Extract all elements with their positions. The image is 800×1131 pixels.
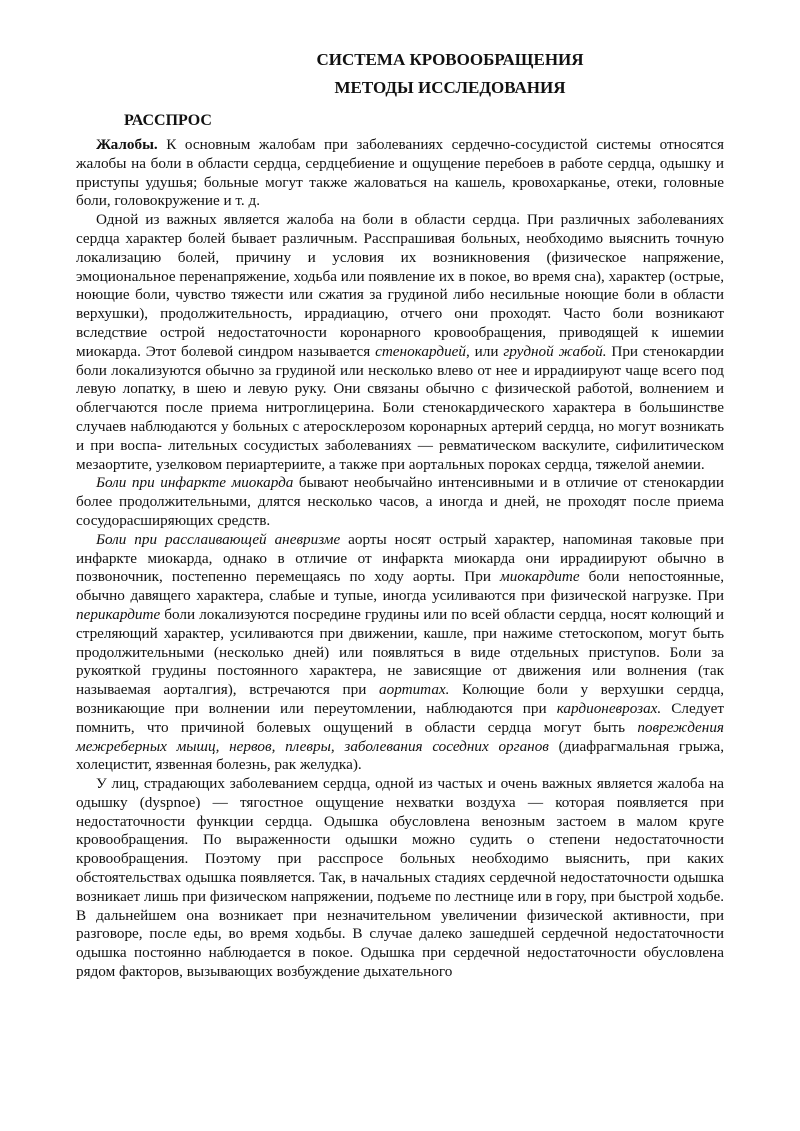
italic-term: стенокардией bbox=[375, 342, 466, 360]
italic-term: аортитах. bbox=[379, 681, 450, 699]
text-run: Следует помнить, что причиной болевых ощущений в области сердца могут быть bbox=[76, 699, 725, 736]
bold-term: Жалобы. bbox=[96, 136, 158, 153]
text-run: Одной из важных является жалоба на боли в области сердца. При различных заболеваниях сердца характер болей бывает различным. Расспрашивая больных, необходимо выяснить точную локализацию болей, причину и условия их возникновения (физическое напряжение, эмоциональное перенапряжение, ходьба или появление их в покое, во время сна), характер (острые, ноющие боли, чувство тяжести или сжатия за грудиной либо несильные ноющие боли в области верхушки), продолжительность, иррадиацию, отчего они проходят. Часто боли возникают вследствие острой недостаточности коронарного кровообращения, приводящей к ишемии миокарда. Этот болевой синдром называется bbox=[76, 211, 724, 360]
page-subtitle: МЕТОДЫ ИССЛЕДОВАНИЯ bbox=[334, 78, 566, 97]
text-run: , или bbox=[466, 342, 504, 360]
text-run: боли локализуются посредине грудины или по всей области сердца, носят колющий и стреляющий характер, усиливаются при движении, кашле, при нажиме стетоскопом, могут быть продолжительными (несколько дней) или появляться в виде отдельных приступов. Боли за рукояткой грудины постоянного характера, не зависящие от движения или волнения (так называемая аорталгия), встречаются при bbox=[76, 605, 724, 699]
text-run: У лиц, страдающих заболеванием сердца, одной из частых и очень важных является жалоба на одышку (dyspnoe) — тягостное ощущение нехватки воздуха — которая появляется при недостаточности функции сердца. Одышка обусловлена венозным застоем в малом круге кровообращения. По выраженности одышки можно судить о степени недостаточности кровообращения. Поэтому при расспросе больных необходимо выяснить, при каких обстоятельствах одышка появляется. Так, в начальных стадиях сердечной недостаточности одышка возникает лишь при физическом напряжении, подъеме по лестнице или в гору, при быстрой ходьбе. В дальнейшем она возникает при незначительном увеличении физической активности, при разговоре, после еды, во время ходьбы. В случае далеко зашедшей сердечной недостаточности одышка постоянно наблюдается в покое. Одышка при сердечной недостаточности обусловлена рядом факторов, вызывающих возбуждение дыхательного bbox=[76, 775, 724, 981]
text-run: К основным жалобам при заболеваниях сердечно-сосудистой системы относятся жалобы на боли в области сердца, сердцебиение и ощущение перебоев в работе сердца, одышку и приступы удушья; больные могут также жаловаться на кашель, кровохарканье, отеки, головные боли, головокружение и т. д. bbox=[76, 136, 724, 210]
italic-term: Боли при расслаивающей аневризме bbox=[96, 530, 341, 548]
document-page bbox=[76, 48, 724, 982]
page-title: СИСТЕМА КРОВООБРАЩЕНИЯ bbox=[316, 50, 584, 69]
section-heading: РАССПРОС bbox=[124, 112, 212, 129]
text-run: аорты носят острый характер, напоминая таковые при инфаркте миокарда, однако в отличие от инфаркта миокарда они иррадиируют обычно в позвоночник, постепенно перемещаясь по ходу аорты. При bbox=[76, 530, 724, 586]
paragraph-heart-pain bbox=[76, 211, 724, 474]
paragraph-aneurysm-pain bbox=[76, 531, 724, 775]
text-run: бывают необычайно интенсивными и в отличие от стенокардии более продолжительными, длятся несколько часов, а иногда и дней, не проходят после приема сосудорасширяющих средств. bbox=[76, 474, 724, 529]
text-run: Колющие боли у верхушки сердца, возникающие при волнении или переутомлении, наблюдаются при bbox=[76, 681, 725, 717]
italic-term: перикардите bbox=[76, 605, 161, 623]
text-run: При стенокардии боли локализуются обычно за грудиной или несколько влево от нее и иррадиируют чаще всего под левую лопатку, в шею и левую руку. Они связаны обычно с физической работой, волнением и облегчаются после приема нитроглицерина. Боли стенокардического характера в большинстве случаев наблюдаются у больных с атеросклерозом коронарных артерий сердца, но могут возникать и при воспа- лительных сосудистых заболеваниях — ревматическом васкулите, сифилитическом мезаортите, узелковом периартериите, а также при аортальных пороках сердца, тяжелой анемии. bbox=[76, 342, 724, 473]
text-run: боли непостоянные, обычно давящего характера, слабые и тупые, иногда усиливаются при физической нагрузке. При bbox=[76, 568, 724, 605]
italic-term: миокардите bbox=[500, 568, 580, 586]
italic-term: грудной жабой. bbox=[503, 342, 607, 360]
italic-term: повреждения межреберных мышц, нервов, плевры, заболевания соседних органов bbox=[76, 718, 724, 755]
paragraph-infarction-pain bbox=[76, 474, 724, 530]
italic-term: Боли при инфаркте миокарда bbox=[96, 474, 294, 492]
paragraph-complaints bbox=[76, 136, 724, 211]
paragraph-dyspnea bbox=[76, 775, 724, 982]
text-run: (диафрагмальная грыжа, холецистит, язвенная болезнь, рак желудка). bbox=[76, 737, 724, 774]
italic-term: кардионеврозах. bbox=[556, 699, 662, 717]
